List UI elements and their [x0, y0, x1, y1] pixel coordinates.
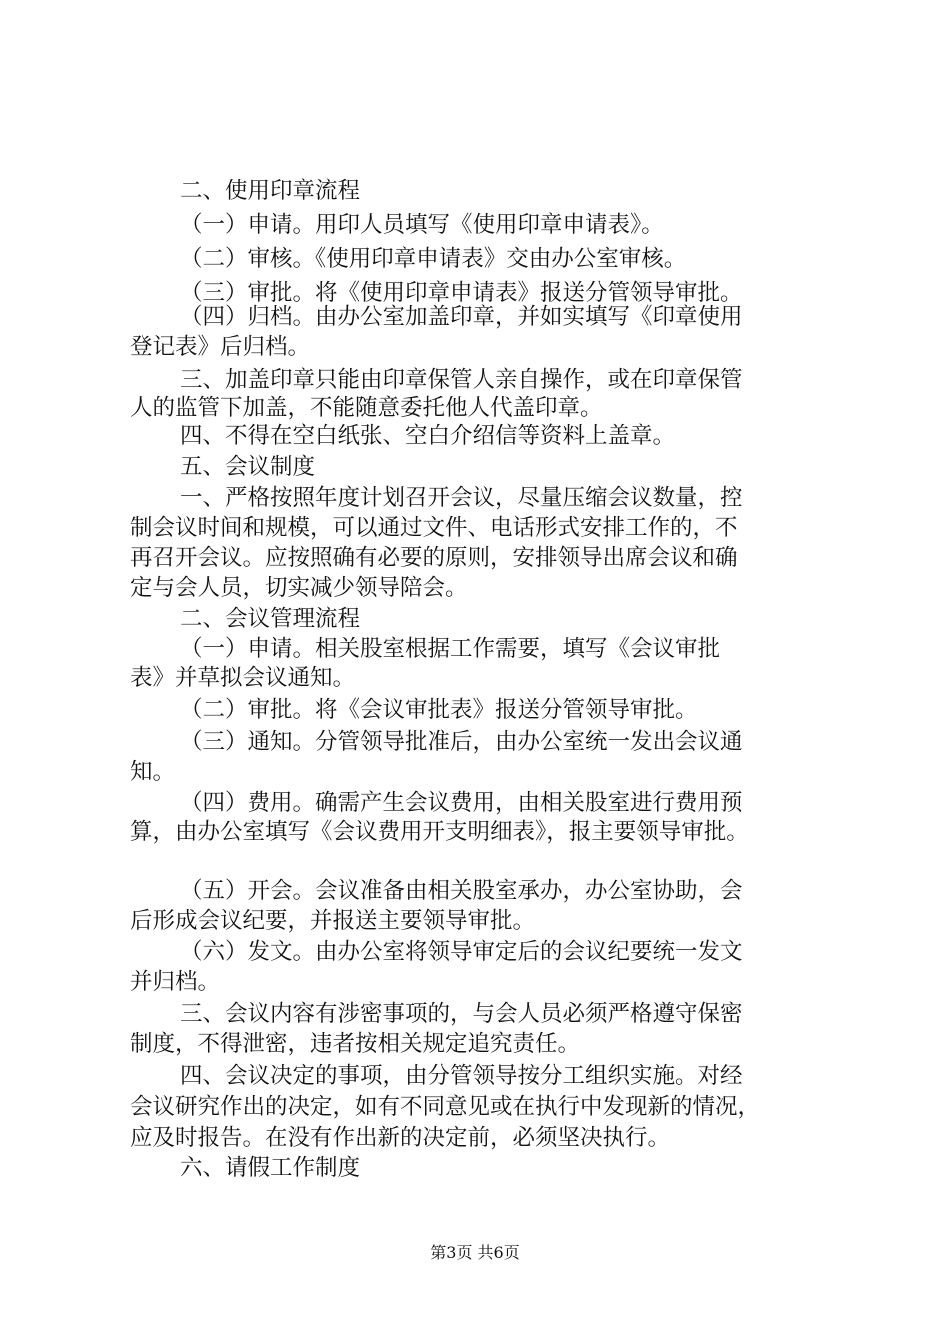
text-line: 应及时报告。在没有作出新的决定前，必须坚决执行。: [130, 1125, 671, 1151]
text-line: 并归档。: [130, 969, 221, 995]
text-line: 三、会议内容有涉密事项的，与会人员必须严格遵守保密: [180, 1001, 743, 1027]
text-line: 表》并草拟会议通知。: [130, 665, 356, 691]
text-line: 制度，不得泄密，违者按相关规定追究责任。: [130, 1031, 581, 1057]
text-line: 算，由办公室填写《会议费用开支明细表》，报主要领导审批。: [130, 819, 749, 845]
text-line: 六、请假工作制度: [180, 1155, 361, 1181]
text-line: （六）发文。由办公室将领导审定后的会议纪要统一发文: [180, 939, 743, 965]
text-line: 登记表》后归档。: [130, 334, 311, 360]
text-line: （二）审批。将《会议审批表》报送分管领导审批。: [180, 697, 698, 723]
text-line: 定与会人员，切实减少领导陪会。: [130, 575, 468, 601]
text-line: 会议研究作出的决定，如有不同意见或在执行中发现新的情况，: [130, 1094, 761, 1120]
text-line: 四、不得在空白纸张、空白介绍信等资料上盖章。: [180, 423, 676, 449]
text-line: 四、会议决定的事项，由分管领导按分工组织实施。对经: [180, 1063, 743, 1089]
text-line: （四）归档。由办公室加盖印章，并如实填写《印章使用: [180, 304, 743, 330]
text-line: 后形成会议纪要，并报送主要领导审批。: [130, 908, 536, 934]
text-line: （一）申请。相关股室根据工作需要，填写《会议审批: [180, 636, 721, 662]
text-line: （五）开会。会议准备由相关股室承办，办公室协助，会: [180, 878, 743, 904]
text-line: 三、加盖印章只能由印章保管人亲自操作，或在印章保管: [180, 367, 743, 393]
text-line: 一、严格按照年度计划召开会议，尽量压缩会议数量，控: [180, 485, 743, 511]
text-line: 制会议时间和规模，可以通过文件、电话形式安排工作的，不: [130, 515, 738, 541]
text-line: 人的监管下加盖，不能随意委托他人代盖印章。: [130, 395, 603, 421]
text-line: 二、会议管理流程: [180, 606, 361, 632]
text-line: 再召开会议。应按照确有必要的原则，安排领导出席会议和确: [130, 545, 738, 571]
text-line: （三）通知。分管领导批准后，由办公室统一发出会议通: [180, 729, 743, 755]
page-footer: 第3页 共6页: [430, 1243, 520, 1262]
text-line: （二）审核。《使用印章申请表》交由办公室审核。: [180, 246, 687, 272]
text-line: 五、会议制度: [180, 454, 316, 480]
text-line: （一）申请。用印人员填写《使用印章申请表》。: [180, 212, 664, 238]
text-line: （三）审批。将《使用印章申请表》报送分管领导审批。: [180, 280, 743, 306]
text-line: 知。: [130, 759, 176, 785]
text-line: （四）费用。确需产生会议费用，由相关股室进行费用预: [180, 790, 743, 816]
text-line: 二、使用印章流程: [180, 178, 361, 204]
